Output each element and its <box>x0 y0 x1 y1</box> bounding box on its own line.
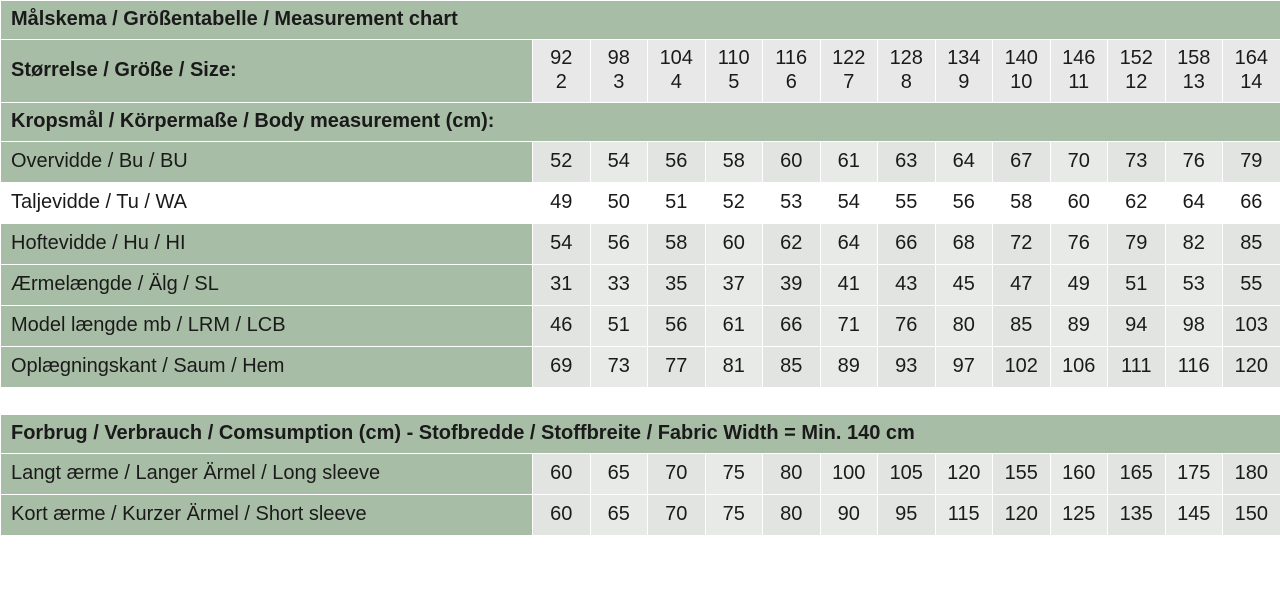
section-divider <box>0 388 1280 414</box>
row-label: Ærmelængde / Älg / SL <box>1 264 533 305</box>
body-section-title-row <box>1 102 1280 141</box>
cell-value: 72 <box>993 223 1051 264</box>
size-value: 158 <box>1177 47 1211 69</box>
age-value: 14 <box>1240 71 1263 94</box>
cell-value: 180 <box>1223 453 1280 494</box>
cell-value: 102 <box>993 346 1051 387</box>
size-value: 110 <box>717 47 750 69</box>
table-row <box>1 264 1280 305</box>
table-row <box>1 453 1280 494</box>
cell-value: 120 <box>1223 346 1280 387</box>
cell-value: 64 <box>820 223 878 264</box>
cell-value: 100 <box>820 453 878 494</box>
cell-value: 94 <box>1108 305 1166 346</box>
cell-value: 155 <box>993 453 1051 494</box>
cell-value: 47 <box>993 264 1051 305</box>
size-header-cell <box>533 40 591 103</box>
cell-value: 56 <box>648 305 706 346</box>
cell-value: 160 <box>1050 453 1108 494</box>
cell-value: 150 <box>1223 494 1280 535</box>
age-value: 3 <box>613 71 625 94</box>
cell-value: 65 <box>590 494 648 535</box>
cell-value: 76 <box>1050 223 1108 264</box>
cell-value: 58 <box>993 182 1051 223</box>
cell-value: 120 <box>935 453 993 494</box>
cell-value: 77 <box>648 346 706 387</box>
size-header-cell <box>1223 40 1280 103</box>
row-label: Overvidde / Bu / BU <box>1 141 533 182</box>
cell-value: 80 <box>763 494 821 535</box>
age-value: 6 <box>785 71 797 94</box>
cell-value: 89 <box>820 346 878 387</box>
cell-value: 89 <box>1050 305 1108 346</box>
cell-value: 41 <box>820 264 878 305</box>
cell-value: 50 <box>590 182 648 223</box>
cell-value: 97 <box>935 346 993 387</box>
cell-value: 90 <box>820 494 878 535</box>
size-header-cell <box>705 40 763 103</box>
cell-value: 65 <box>590 453 648 494</box>
size-header-cell <box>820 40 878 103</box>
cell-value: 103 <box>1223 305 1280 346</box>
cell-value: 66 <box>763 305 821 346</box>
size-value: 122 <box>832 47 866 69</box>
cell-value: 46 <box>533 305 591 346</box>
body-section-title: Kropsmål / Körpermaße / Body measurement (cm): <box>1 102 1280 141</box>
cell-value: 95 <box>878 494 936 535</box>
size-value: 104 <box>659 47 693 69</box>
cell-value: 111 <box>1108 346 1166 387</box>
cell-value: 61 <box>820 141 878 182</box>
cell-value: 105 <box>878 453 936 494</box>
cell-value: 52 <box>705 182 763 223</box>
cell-value: 165 <box>1108 453 1166 494</box>
size-header-cell <box>878 40 936 103</box>
cell-value: 43 <box>878 264 936 305</box>
size-header-cell <box>1108 40 1166 103</box>
cell-value: 35 <box>648 264 706 305</box>
cell-value: 76 <box>1165 141 1223 182</box>
cell-value: 64 <box>1165 182 1223 223</box>
cell-value: 56 <box>648 141 706 182</box>
size-header-cell <box>1050 40 1108 103</box>
cell-value: 73 <box>1108 141 1166 182</box>
table-row <box>1 182 1280 223</box>
cell-value: 73 <box>590 346 648 387</box>
cell-value: 79 <box>1223 141 1280 182</box>
cell-value: 56 <box>590 223 648 264</box>
cell-value: 60 <box>1050 182 1108 223</box>
cell-value: 85 <box>763 346 821 387</box>
cell-value: 58 <box>648 223 706 264</box>
chart-title-row <box>1 1 1280 40</box>
cell-value: 81 <box>705 346 763 387</box>
cell-value: 67 <box>993 141 1051 182</box>
cell-value: 52 <box>533 141 591 182</box>
size-value: 146 <box>1062 47 1096 69</box>
cell-value: 125 <box>1050 494 1108 535</box>
cell-value: 66 <box>878 223 936 264</box>
cell-value: 55 <box>878 182 936 223</box>
cell-value: 98 <box>1165 305 1223 346</box>
age-value: 13 <box>1182 71 1205 94</box>
cell-value: 75 <box>705 494 763 535</box>
cell-value: 37 <box>705 264 763 305</box>
size-header-cell <box>648 40 706 103</box>
cell-value: 54 <box>820 182 878 223</box>
cell-value: 45 <box>935 264 993 305</box>
cell-value: 31 <box>533 264 591 305</box>
cell-value: 80 <box>763 453 821 494</box>
cell-value: 70 <box>648 453 706 494</box>
size-header-row <box>1 40 1280 103</box>
age-value: 5 <box>728 71 740 94</box>
row-label: Hoftevidde / Hu / HI <box>1 223 533 264</box>
cell-value: 60 <box>533 494 591 535</box>
cell-value: 63 <box>878 141 936 182</box>
age-value: 7 <box>843 71 855 94</box>
consumption-table <box>0 414 1280 536</box>
cell-value: 64 <box>935 141 993 182</box>
cell-value: 76 <box>878 305 936 346</box>
cell-value: 39 <box>763 264 821 305</box>
cell-value: 68 <box>935 223 993 264</box>
cell-value: 80 <box>935 305 993 346</box>
cell-value: 49 <box>533 182 591 223</box>
cell-value: 62 <box>1108 182 1166 223</box>
cell-value: 60 <box>705 223 763 264</box>
cell-value: 56 <box>935 182 993 223</box>
cell-value: 53 <box>1165 264 1223 305</box>
age-value: 4 <box>670 71 682 94</box>
cell-value: 85 <box>993 305 1051 346</box>
cell-value: 49 <box>1050 264 1108 305</box>
cell-value: 54 <box>533 223 591 264</box>
cell-value: 58 <box>705 141 763 182</box>
cell-value: 51 <box>1108 264 1166 305</box>
age-value: 2 <box>555 71 567 94</box>
cell-value: 62 <box>763 223 821 264</box>
cell-value: 116 <box>1165 346 1223 387</box>
size-header-cell <box>590 40 648 103</box>
cell-value: 115 <box>935 494 993 535</box>
cell-value: 175 <box>1165 453 1223 494</box>
cell-value: 51 <box>590 305 648 346</box>
age-value: 12 <box>1125 71 1148 94</box>
consumption-section-title-row <box>1 414 1280 453</box>
cell-value: 61 <box>705 305 763 346</box>
consumption-section-title: Forbrug / Verbrauch / Comsumption (cm) - Stofbredde / Stoffbreite / Fabric Width = Min. 140 cm <box>1 414 1280 453</box>
size-header-cell <box>935 40 993 103</box>
size-value: 98 <box>607 47 630 69</box>
table-row <box>1 305 1280 346</box>
table-row <box>1 494 1280 535</box>
size-header-cell <box>993 40 1051 103</box>
age-value: 9 <box>958 71 970 94</box>
cell-value: 135 <box>1108 494 1166 535</box>
cell-value: 85 <box>1223 223 1280 264</box>
cell-value: 71 <box>820 305 878 346</box>
row-label: Oplægningskant / Saum / Hem <box>1 346 533 387</box>
row-label: Taljevidde / Tu / WA <box>1 182 533 223</box>
cell-value: 60 <box>763 141 821 182</box>
cell-value: 106 <box>1050 346 1108 387</box>
cell-value: 69 <box>533 346 591 387</box>
size-header-cell <box>763 40 821 103</box>
cell-value: 51 <box>648 182 706 223</box>
cell-value: 66 <box>1223 182 1280 223</box>
age-value: 11 <box>1068 71 1090 94</box>
cell-value: 53 <box>763 182 821 223</box>
row-label: Langt ærme / Langer Ärmel / Long sleeve <box>1 453 533 494</box>
age-value: 10 <box>1010 71 1033 94</box>
cell-value: 54 <box>590 141 648 182</box>
size-value: 134 <box>947 47 981 69</box>
size-value: 116 <box>775 47 808 69</box>
cell-value: 145 <box>1165 494 1223 535</box>
table-row <box>1 141 1280 182</box>
cell-value: 82 <box>1165 223 1223 264</box>
cell-value: 55 <box>1223 264 1280 305</box>
chart-title: Målskema / Größentabelle / Measurement chart <box>1 1 1280 40</box>
size-value: 152 <box>1119 47 1153 69</box>
cell-value: 70 <box>648 494 706 535</box>
size-value: 140 <box>1004 47 1038 69</box>
size-value: 92 <box>550 47 573 69</box>
cell-value: 60 <box>533 453 591 494</box>
cell-value: 93 <box>878 346 936 387</box>
size-value: 164 <box>1234 47 1268 69</box>
cell-value: 75 <box>705 453 763 494</box>
age-value: 8 <box>900 71 912 94</box>
row-label: Model længde mb / LRM / LCB <box>1 305 533 346</box>
row-label: Kort ærme / Kurzer Ärmel / Short sleeve <box>1 494 533 535</box>
cell-value: 70 <box>1050 141 1108 182</box>
table-row <box>1 346 1280 387</box>
size-value: 128 <box>889 47 923 69</box>
size-row-label: Størrelse / Größe / Size: <box>1 40 533 103</box>
cell-value: 79 <box>1108 223 1166 264</box>
cell-value: 120 <box>993 494 1051 535</box>
table-row <box>1 223 1280 264</box>
cell-value: 33 <box>590 264 648 305</box>
size-header-cell <box>1165 40 1223 103</box>
